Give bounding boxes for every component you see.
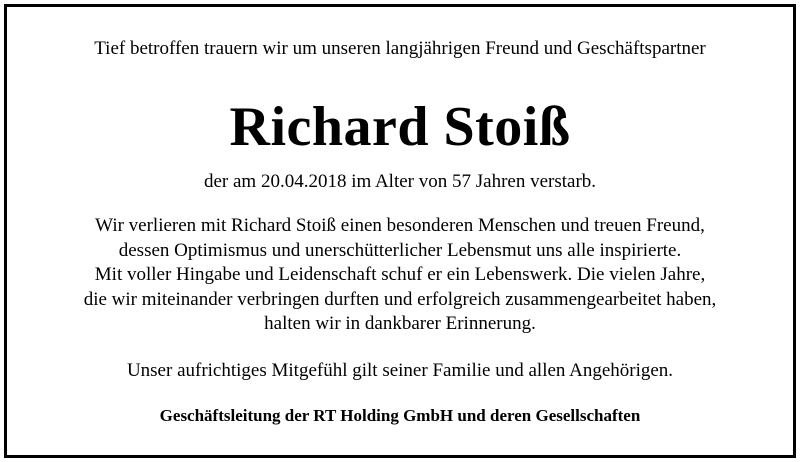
obituary-notice bbox=[4, 4, 796, 458]
signature-text: Geschäftsleitung der RT Holding GmbH und deren Gesellschaften bbox=[159, 406, 641, 425]
tribute-line: Mit voller Hingabe und Leidenschaft schuf er ein Lebenswerk. Die vielen Jahre, bbox=[94, 264, 706, 285]
tribute-line: die wir miteinander verbringen durften und erfolgreich zusammengearbeitet haben, bbox=[83, 288, 717, 310]
tribute-line: dessen Optimismus und unerschütterlicher Lebensmut uns alle inspirierte. bbox=[118, 239, 682, 261]
deceased-name: Richard Stoiß bbox=[229, 96, 571, 158]
tribute-line: Wir verlieren mit Richard Stoiß einen besonderen Menschen und treuen Freund, bbox=[95, 215, 705, 236]
intro-text: Tief betroffen trauern wir um unseren langjährigen Freund und Geschäftspartner bbox=[94, 38, 706, 59]
tribute-paragraph bbox=[7, 214, 793, 337]
death-date-line: der am 20.04.2018 im Alter von 57 Jahren verstarb. bbox=[203, 171, 597, 192]
condolence-text: Unser aufrichtiges Mitgefühl gilt seiner Familie und allen Angehörigen. bbox=[126, 360, 674, 381]
tribute-line: halten wir in dankbarer Erinnerung. bbox=[264, 313, 536, 334]
